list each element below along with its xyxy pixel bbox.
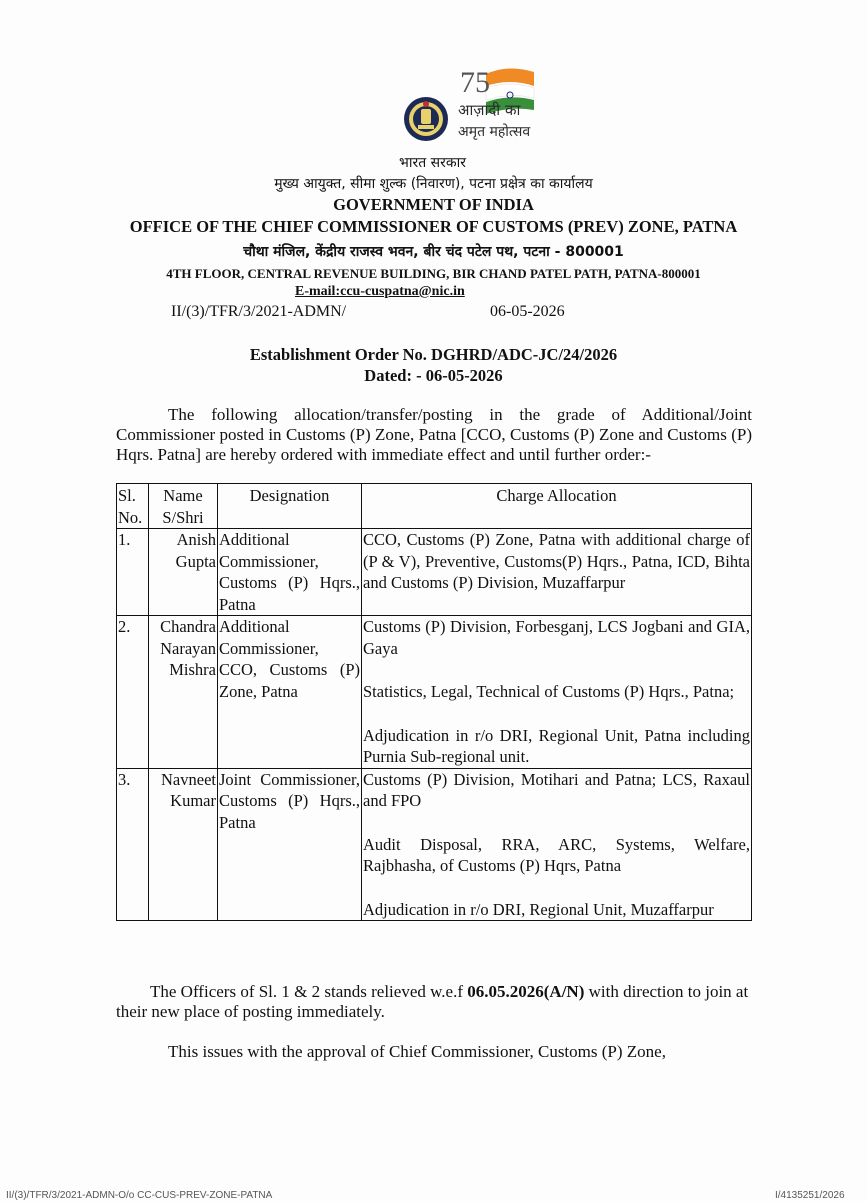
table-row [117,768,752,921]
row-designation: Additional Commissioner, CCO, Customs (P) Zone, Patna [218,616,362,769]
row-name: Navneet Kumar [149,768,218,921]
order-date: Dated: - 06-05-2026 [364,366,503,385]
table-row [117,616,752,769]
header-name: Name S/Shri [149,484,218,529]
order-title: Establishment Order No. DGHRD/ADC-JC/24/2026 [249,345,618,364]
row-name: Anish Gupta [149,529,218,616]
header-designation: Designation [218,484,362,529]
row-designation: Additional Commissioner, Customs (P) Hqrs., Patna [219,530,360,614]
charge-item: CCO, Customs (P) Zone, Patna with additional charge of (P & V), Preventive, Customs(P) Hqrs., Patna, ICD, Bihta and Customs (P) Division, Muzaffarpur [363,530,750,592]
header-charge: Charge Allocation [362,484,752,529]
charge-item: Customs (P) Division, Motihari and Patna; LCS, Raxaul and FPO [363,769,750,810]
email-link[interactable]: E-mail:ccu-cuspatna@nic.in [295,284,465,299]
govt-heading: GOVERNMENT OF INDIA [333,195,534,214]
charge-item: Customs (P) Division, Forbesganj, LCS Jogbani and GIA, Gaya [363,617,750,658]
row-sl: 2. [117,616,149,769]
row-sl: 3. [117,768,149,921]
charge-item: Adjudication in r/o DRI, Regional Unit, Muzaffarpur [363,899,714,919]
customs-emblem [402,95,450,143]
footer-file-ref: II/(3)/TFR/3/2021-ADMN-O/o CC-CUS-PREV-ZONE-PATNA [6,1190,273,1201]
row-designation: Joint Commissioner, Customs (P) Hqrs., Patna [218,768,362,921]
azadi-line1: आज़ादी का [458,101,521,119]
table-row [117,529,752,616]
azadi-ka-amrit-mahotsav-logo [456,64,552,148]
relief-paragraph [116,982,766,1022]
hindi-office-heading: मुख्य आयुक्त, सीमा शुल्क (निवारण), पटना प्रक्षेत्र का कार्यालय [274,176,593,192]
footer-receipt-number: I/4135251/2026 [775,1190,845,1201]
charge-item: Adjudication in r/o DRI, Regional Unit, Patna including Purnia Sub-regional unit. [363,725,750,766]
hindi-address: चौथा मंजिल, केंद्रीय राजस्व भवन, बीर चंद पटेल पथ, पटना - 800001 [243,244,624,260]
office-heading: OFFICE OF THE CHIEF COMMISSIONER OF CUSTOMS (PREV) ZONE, PATNA [129,217,738,236]
file-date: 06-05-2026 [490,303,565,320]
english-address: 4TH FLOOR, CENTRAL REVENUE BUILDING, BIR CHAND PATEL PATH, PATNA-800001 [166,266,701,281]
azadi-number: 75 [460,66,490,99]
approval-paragraph: This issues with the approval of Chief Commissioner, Customs (P) Zone, [168,1042,666,1061]
allocation-table [116,483,752,921]
relief-text-before: The Officers of Sl. 1 & 2 stands relieved w.e.f [150,982,468,1001]
relief-date: 06.05.2026(A/N) [467,982,585,1001]
row-charge [362,616,752,769]
file-number: II/(3)/TFR/3/2021-ADMN/ [171,303,347,320]
row-charge [362,768,752,921]
row-sl: 1. [117,529,149,616]
table-header-row [117,484,752,529]
header-sl: Sl. No. [117,484,149,529]
hindi-govt-heading: भारत सरकार [399,155,466,171]
charge-item: Statistics, Legal, Technical of Customs (P) Hqrs., Patna; [363,682,735,701]
row-name: Chandra Narayan Mishra [149,616,218,769]
azadi-line2: अमृत महोत्सव [458,124,531,140]
relief-text-after: with direction to join at their new place of posting immediately. [116,982,749,1021]
row-charge [362,529,752,616]
intro-paragraph: The following allocation/transfer/posting in the grade of Additional/Joint Commissioner posted in Customs (P) Zone, Patna [CCO, Customs (P) Zone and Customs (P) Hqrs. Patna] are hereby ordered with immediate effect and until further order:- [116,405,752,464]
charge-item: Audit Disposal, RRA, ARC, Systems, Welfare, Rajbhasha, of Customs (P) Hqrs, Patna [363,834,750,875]
